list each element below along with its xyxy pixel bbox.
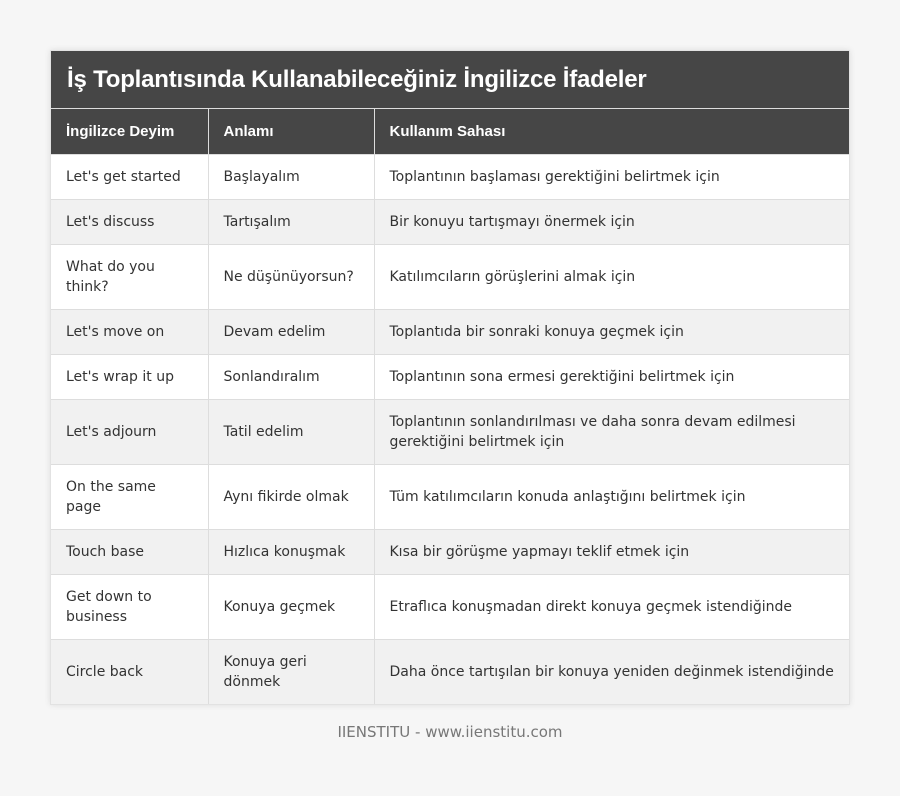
column-header-usage: Kullanım Sahası xyxy=(374,109,849,154)
phrases-table-card xyxy=(50,50,850,705)
cell-meaning: Ne düşünüyorsun? xyxy=(208,244,374,309)
cell-english-phrase: Let's wrap it up xyxy=(51,354,208,399)
table-row xyxy=(51,529,849,574)
cell-english-phrase: Let's move on xyxy=(51,309,208,354)
table-row xyxy=(51,199,849,244)
cell-english-phrase: What do you think? xyxy=(51,244,208,309)
cell-usage: Daha önce tartışılan bir konuya yeniden değinmek istendiğinde xyxy=(374,639,849,704)
table-row xyxy=(51,309,849,354)
table-row xyxy=(51,574,849,639)
table-row xyxy=(51,154,849,199)
cell-usage: Toplantıda bir sonraki konuya geçmek için xyxy=(374,309,849,354)
table-row xyxy=(51,639,849,704)
cell-english-phrase: Let's get started xyxy=(51,154,208,199)
column-header-english-phrase: İngilizce Deyim xyxy=(51,109,208,154)
cell-usage: Katılımcıların görüşlerini almak için xyxy=(374,244,849,309)
cell-usage: Etraflıca konuşmadan direkt konuya geçmek istendiğinde xyxy=(374,574,849,639)
cell-usage: Toplantının başlaması gerektiğini belirtmek için xyxy=(374,154,849,199)
cell-usage: Toplantının sona ermesi gerektiğini belirtmek için xyxy=(374,354,849,399)
cell-english-phrase: Touch base xyxy=(51,529,208,574)
column-header-meaning: Anlamı xyxy=(208,109,374,154)
cell-meaning: Sonlandıralım xyxy=(208,354,374,399)
table-row xyxy=(51,354,849,399)
cell-meaning: Devam edelim xyxy=(208,309,374,354)
cell-english-phrase: On the same page xyxy=(51,464,208,529)
cell-meaning: Konuya geri dönmek xyxy=(208,639,374,704)
cell-english-phrase: Get down to business xyxy=(51,574,208,639)
table-row xyxy=(51,399,849,464)
table-title: İş Toplantısında Kullanabileceğiniz İngilizce İfadeler xyxy=(51,51,849,109)
cell-meaning: Tartışalım xyxy=(208,199,374,244)
cell-usage: Tüm katılımcıların konuda anlaştığını belirtmek için xyxy=(374,464,849,529)
cell-meaning: Aynı fikirde olmak xyxy=(208,464,374,529)
cell-meaning: Başlayalım xyxy=(208,154,374,199)
cell-meaning: Konuya geçmek xyxy=(208,574,374,639)
cell-meaning: Tatil edelim xyxy=(208,399,374,464)
table-row xyxy=(51,464,849,529)
cell-usage: Kısa bir görüşme yapmayı teklif etmek için xyxy=(374,529,849,574)
cell-usage: Toplantının sonlandırılması ve daha sonra devam edilmesi gerektiğini belirtmek için xyxy=(374,399,849,464)
phrases-table xyxy=(51,109,849,704)
cell-usage: Bir konuyu tartışmayı önermek için xyxy=(374,199,849,244)
table-header-row xyxy=(51,109,849,154)
cell-meaning: Hızlıca konuşmak xyxy=(208,529,374,574)
cell-english-phrase: Let's discuss xyxy=(51,199,208,244)
footer-credit: IIENSTITU - www.iienstitu.com xyxy=(337,723,563,741)
cell-english-phrase: Let's adjourn xyxy=(51,399,208,464)
table-row xyxy=(51,244,849,309)
cell-english-phrase: Circle back xyxy=(51,639,208,704)
